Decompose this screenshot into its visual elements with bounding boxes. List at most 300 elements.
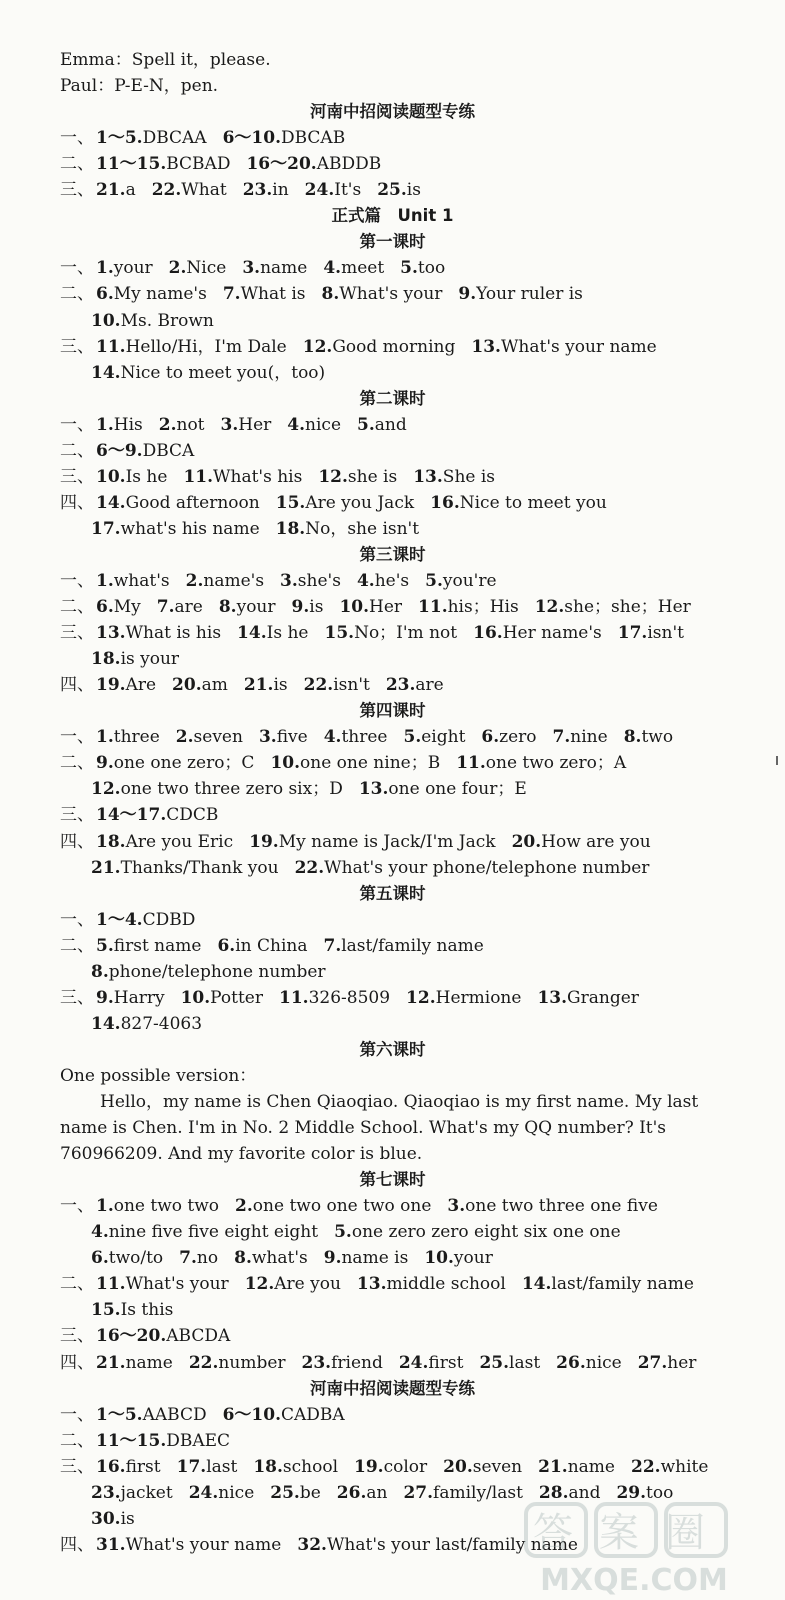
question-number: 19. [96,675,126,695]
answer-row-continued [91,1246,773,1270]
answer-item [223,284,306,304]
question-number: 1. [96,571,114,591]
question-number: 4. [323,258,342,278]
answer-text: Ms. Brown [120,311,214,331]
question-number: 11. [418,597,448,617]
answer-text: What's your name [500,337,657,357]
answer-row [60,595,773,619]
question-number: 20. [172,675,202,695]
part-label: 三、 [60,1457,94,1477]
answer-text: color [383,1457,428,1477]
answer-row [60,178,773,202]
answer-text: is [309,597,324,617]
question-number: 31. [96,1535,126,1555]
answer-row [60,335,773,359]
answer-text: BCBAD [166,154,231,174]
question-number: 7. [552,727,571,747]
part-label: 三、 [60,988,94,1008]
answer-text: Are [125,675,157,695]
answer-row [60,986,773,1010]
answer-item [292,597,324,617]
answer-row [60,1403,773,1427]
question-number: 15. [91,1300,121,1320]
section-heading: 第五课时 [359,884,426,903]
answer-item [287,415,341,435]
answer-item [157,597,203,617]
answer-text: Are you Eric [125,832,234,852]
answer-item [357,1274,506,1294]
answer-item [424,1248,493,1268]
answer-item [323,936,483,956]
answer-text: My [113,597,141,617]
part-label: 四、 [60,675,94,695]
answer-text: middle school [386,1274,506,1294]
question-number: 28. [538,1483,569,1503]
answer-item [471,337,656,357]
question-number: 8. [234,1248,252,1268]
question-number: 12. [406,988,436,1008]
question-number: 30. [91,1509,121,1529]
part-label: 四、 [60,1353,94,1373]
answer-text: 326-8509 [308,988,391,1008]
answer-item [91,1222,318,1242]
answer-text: meet [341,258,385,278]
answer-text: three [113,727,160,747]
answer-item [323,258,384,278]
answer-text: first name [113,936,202,956]
answer-item [339,597,402,617]
answer-item [302,1353,383,1373]
question-number: 22. [188,1353,219,1373]
answer-item [553,727,608,747]
answer-text: DBCA [142,441,195,461]
answer-row-continued [91,309,773,333]
answer-text: What's your name [125,1535,282,1555]
answer-row [60,152,773,176]
question-number: 17. [617,623,648,643]
question-number: 5. [357,415,375,435]
answer-item [96,180,136,200]
answer-item [303,337,456,357]
watermark-text: MXQE.COM [540,1563,728,1595]
essay-line: 760966209. And my favorite color is blue. [60,1144,423,1164]
answer-row [60,1351,773,1375]
answer-item [91,1014,202,1034]
answer-item [535,597,691,617]
answer-text: AABCD [142,1405,207,1425]
question-number: 19. [354,1457,384,1477]
answer-row [60,1455,773,1479]
answer-text: is [406,180,421,200]
answer-text: not [176,415,205,435]
answer-item [91,779,343,799]
answer-text: be [299,1483,321,1503]
answer-item [413,467,495,487]
question-number: 2. [185,571,204,591]
answer-text: too [417,258,446,278]
answer-item [237,623,308,643]
question-number: 23. [91,1483,121,1503]
answer-text: am [201,675,228,695]
answer-item [631,1457,708,1477]
answer-item [270,753,440,773]
question-number: 16. [430,493,460,513]
question-number: 25. [479,1353,510,1373]
answer-item [96,284,207,304]
answer-item [223,128,346,148]
question-number: 13. [356,1274,387,1294]
question-number: 24. [398,1353,429,1373]
question-number: 14～17. [96,805,167,825]
question-number: 6～10. [222,128,281,148]
answer-item [305,180,362,200]
text-line: Emma：Spell it，please. [60,50,271,70]
answer-item [386,675,444,695]
question-number: 13. [471,337,501,357]
question-number: 3. [242,258,261,278]
part-label: 一、 [60,258,94,278]
answer-text: one zero zero eight six one one [351,1222,621,1242]
answer-item [177,1457,238,1477]
answer-item [186,571,264,591]
answer-row [60,282,773,306]
answer-item [458,284,582,304]
answer-row-continued [91,777,773,801]
answer-item [96,805,218,825]
answer-item [443,1457,522,1477]
question-number: 5. [400,258,418,278]
answer-text: DBAEC [166,1431,231,1451]
question-number: 20. [443,1457,473,1477]
answer-item [322,284,443,304]
question-number: 5. [425,571,443,591]
answer-item [280,571,341,591]
answer-item [276,519,419,539]
part-label: 三、 [60,467,94,487]
question-number: 1. [96,1196,114,1216]
answer-item [418,597,519,617]
answer-row [60,439,773,463]
answer-text: What's your phone/telephone number [324,858,650,878]
answer-text: she's [297,571,341,591]
answer-item [96,988,165,1008]
question-number: 21. [91,858,121,878]
answer-item [481,727,536,747]
answer-item [399,1353,464,1373]
text-line: One possible version： [60,1066,257,1086]
answer-text: nine [570,727,608,747]
question-number: 13. [358,779,389,799]
answer-row-continued [91,1220,773,1244]
answer-text: Thanks/Thank you [120,858,279,878]
answer-row-continued [91,517,773,541]
section-heading: 河南中招阅读题型专练 [310,1379,475,1398]
answer-text: Is this [120,1300,174,1320]
answer-item [223,1405,345,1425]
answer-text: My name is Jack/I'm Jack [278,832,496,852]
answer-item [217,936,307,956]
question-number: 7. [323,936,342,956]
question-number: 1～5. [96,1405,143,1425]
question-number: 16. [96,1457,126,1477]
answer-item [181,988,263,1008]
answer-text: what's his name [120,519,260,539]
answer-text: What's your [339,284,443,304]
answer-text: jacket [120,1483,173,1503]
answer-item [96,727,160,747]
question-number: 4. [91,1222,109,1242]
answer-text: What is [240,284,306,304]
question-number: 14. [521,1274,552,1294]
answer-item [96,571,170,591]
section-heading: 第七课时 [359,1170,426,1189]
answer-row [60,621,773,645]
question-number: 15. [275,493,306,513]
answer-item [96,936,201,956]
question-number: 27. [403,1483,434,1503]
question-number: 10. [270,753,301,773]
section-heading: 正式篇 Unit 1 [331,206,454,225]
question-number: 24. [304,180,335,200]
question-number: 8. [321,284,340,304]
answer-text: first [125,1457,161,1477]
answer-text: too [646,1483,674,1503]
section-heading: 第一课时 [359,232,426,251]
question-number: 8. [623,727,642,747]
answer-item [245,1274,341,1294]
part-label: 二、 [60,1274,94,1294]
answer-item [183,467,302,487]
answer-item [522,1274,694,1294]
question-number: 18. [275,519,306,539]
answer-text: one two zero；A [485,753,627,773]
question-number: 22. [151,180,182,200]
watermark-glyphs: 答案圈 [533,1510,731,1556]
answer-text: phone/telephone number [108,962,326,982]
answer-text: Hello/Hi，I'm Dale [125,337,287,357]
question-number: 6. [96,597,114,617]
answer-text: CDBD [142,910,196,930]
answer-text: 827-4063 [120,1014,203,1034]
answer-item [295,858,650,878]
answer-item [430,493,607,513]
answer-row [60,830,773,854]
question-number: 19. [249,832,279,852]
question-number: 17. [91,519,121,539]
question-number: 9. [291,597,310,617]
answer-text: last [509,1353,541,1373]
question-number: 6. [96,284,114,304]
answer-text: What's his [213,467,303,487]
answer-row [60,1272,773,1296]
answer-row [60,908,773,932]
answer-text: Nice [186,258,227,278]
question-number: 1～4. [96,910,143,930]
part-label: 一、 [60,1196,94,1216]
question-number: 18. [96,832,126,852]
question-number: 11. [96,1274,126,1294]
answer-item [304,675,370,695]
question-number: 12. [302,337,333,357]
question-number: 9. [96,988,114,1008]
question-number: 5. [96,936,114,956]
section-heading: 第二课时 [359,389,426,408]
answer-item [359,779,527,799]
answer-item [244,675,288,695]
answer-text: one one nine；B [300,753,441,773]
answer-item [91,962,326,982]
question-number: 15. [324,623,355,643]
answer-item [377,180,421,200]
answer-text: Hermione [435,988,522,1008]
answer-item [249,832,495,852]
answer-item [253,1457,338,1477]
part-label: 三、 [60,623,94,643]
question-number: 2. [158,415,177,435]
answer-text: three [341,727,388,747]
answer-text: CADBA [280,1405,345,1425]
question-number: 11. [183,467,214,487]
answer-text: he's [374,571,410,591]
answer-text: in [272,180,289,200]
essay-line: Hello，my name is Chen Qiaoqiao. Qiaoqiao is my first name. My last [100,1092,699,1112]
answer-item [403,727,465,747]
section-heading: 第六课时 [359,1040,426,1059]
answer-item [357,415,407,435]
question-number: 16. [473,623,503,643]
question-number: 21. [96,180,126,200]
answer-item [96,337,287,357]
answer-text: what's [113,571,170,591]
answer-item [96,493,260,513]
part-label: 二、 [60,936,94,956]
answer-text: Are you Jack [305,493,415,513]
answer-text: name [125,1353,173,1373]
answer-text: zero [499,727,537,747]
answer-row [60,1324,773,1348]
question-number: 8. [218,597,237,617]
question-number: 1. [96,415,114,435]
answer-text: you're [442,571,497,591]
answer-item [91,1509,135,1529]
question-number: 4. [323,727,342,747]
answer-row [60,126,773,150]
part-label: 三、 [60,180,94,200]
answer-text: What [181,180,227,200]
answer-text: nine five five eight eight [108,1222,319,1242]
answer-text: one one zero；C [113,753,255,773]
answer-item [242,258,307,278]
answer-item [96,1326,230,1346]
answer-item [96,597,141,617]
question-number: 9. [96,753,114,773]
question-number: 9. [458,284,477,304]
answer-text: is [120,1509,135,1529]
question-number: 11～15. [96,154,167,174]
question-number: 2. [175,727,194,747]
section-heading: 河南中招阅读题型专练 [310,102,475,121]
question-number: 23. [242,180,273,200]
answer-text: Is he [266,623,309,643]
question-number: 14. [96,493,126,513]
question-number: 11～15. [96,1431,167,1451]
answer-item [96,154,230,174]
question-number: 4. [287,415,306,435]
answer-text: your [236,597,276,617]
answer-text: Her [369,597,403,617]
answer-item [96,910,195,930]
answer-text: are [415,675,444,695]
part-label: 四、 [60,1535,94,1555]
question-number: 25. [377,180,407,200]
answer-item [96,1196,219,1216]
question-number: 22. [303,675,334,695]
answer-item [337,1483,388,1503]
question-number: 6～9. [96,441,143,461]
answer-item [159,415,205,435]
answer-text: Nice to meet you(，too) [120,363,326,383]
part-label: 三、 [60,805,94,825]
question-number: 10. [180,988,211,1008]
answer-item [473,623,602,643]
answer-item [318,467,397,487]
answer-item [246,154,381,174]
question-number: 6～10. [222,1405,281,1425]
question-number: 10. [339,597,370,617]
answer-text: Your ruler is [476,284,583,304]
answer-text: no [196,1248,219,1268]
answer-row [60,673,773,697]
answer-text: His [113,415,143,435]
question-number: 20. [511,832,542,852]
answer-item [189,1483,255,1503]
answer-item [96,1431,230,1451]
answer-text: She is [442,467,496,487]
part-label: 三、 [60,337,94,357]
answer-text: an [366,1483,388,1503]
answer-text: number [218,1353,286,1373]
answer-item [538,1457,615,1477]
question-number: 29. [616,1483,647,1503]
answer-text: one two three zero six；D [120,779,343,799]
question-number: 14. [91,363,121,383]
question-number: 16～20. [96,1326,167,1346]
question-number: 12. [91,779,121,799]
answer-row-continued [91,1012,773,1036]
question-number: 23. [385,675,416,695]
answer-text: name [567,1457,615,1477]
question-number: 25. [270,1483,300,1503]
answer-item [91,1300,173,1320]
question-number: 7. [179,1248,197,1268]
answer-item [234,1248,308,1268]
part-label: 一、 [60,415,94,435]
answer-row [60,569,773,593]
answer-text: your [453,1248,493,1268]
answer-text: How are you [541,832,651,852]
watermark-logo [522,1500,747,1595]
essay-line: name is Chen. I'm in No. 2 Middle School. What's my QQ number? It's [60,1118,667,1138]
answer-text: Good morning [332,337,456,357]
part-label: 二、 [60,1431,94,1451]
answer-row-continued [91,361,773,385]
answer-item [96,1535,281,1555]
question-number: 2. [168,258,187,278]
answer-text: white [660,1457,709,1477]
answer-item [91,519,260,539]
answer-item [219,597,276,617]
question-number: 5. [403,727,422,747]
